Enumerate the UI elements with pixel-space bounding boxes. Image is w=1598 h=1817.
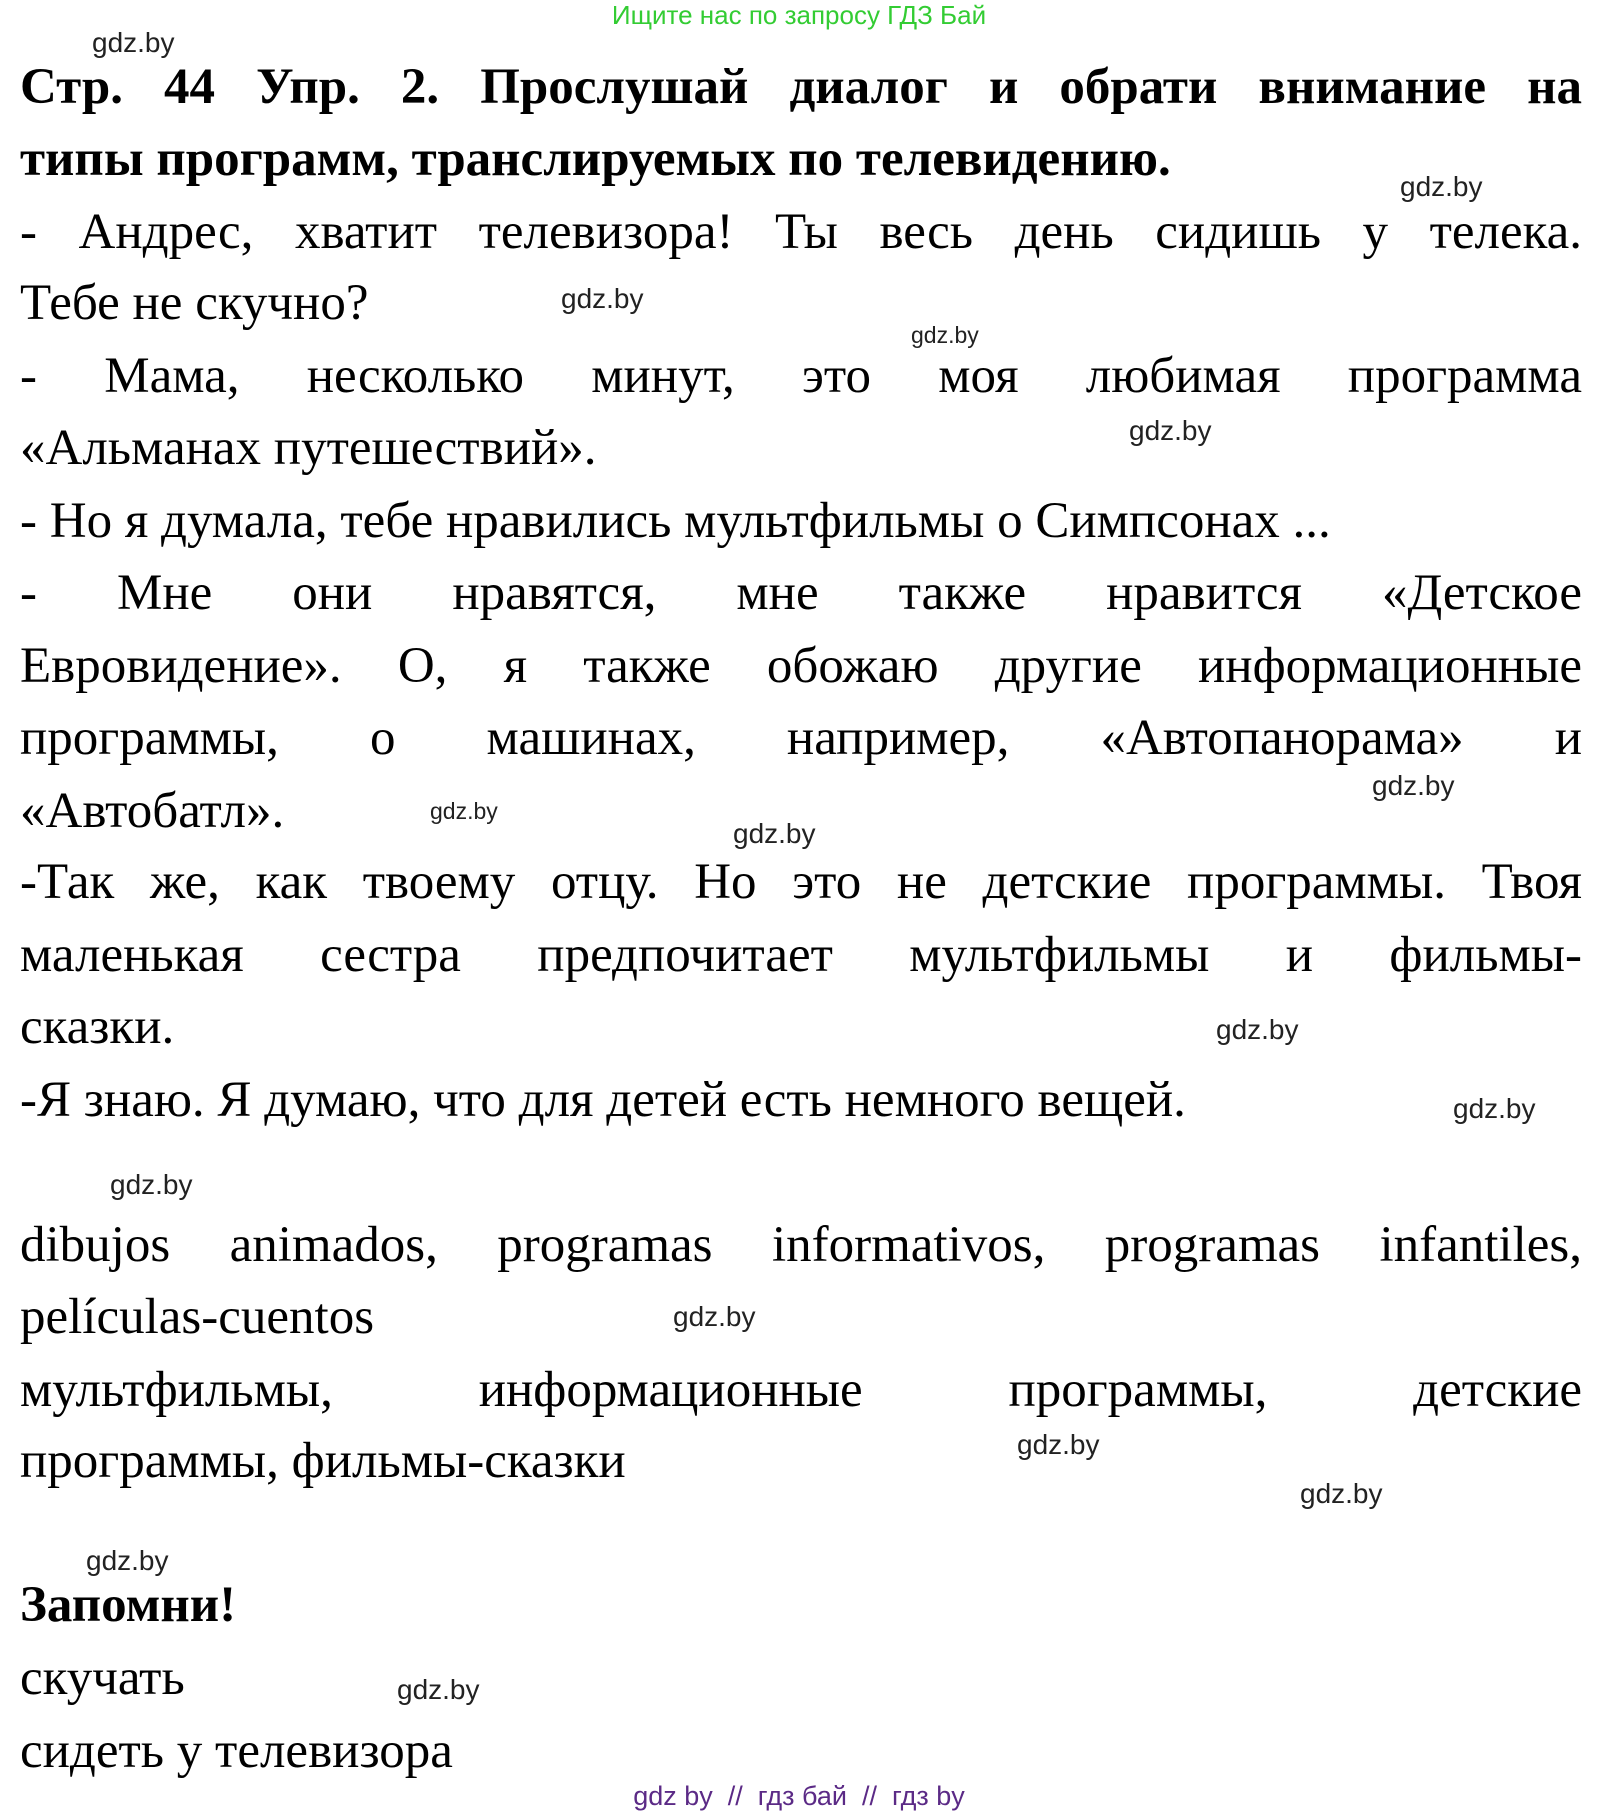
watermark: gdz.by [911,322,979,348]
exercise-title-line-2: типы программ, транслируемых по телевидению. [20,131,1171,187]
footer-links: gdz by // гдз бай // гдз by [633,1781,965,1811]
watermark: gdz.by [86,1545,169,1576]
watermark: gdz.by [561,283,644,314]
dialog-line: - Мама, несколько минут, это моя любимая программа [20,348,1582,404]
dialog-line: Евровидение». О, я также обожаю другие информационные [20,638,1582,694]
dialog-line: -Так же, как твоему отцу. Но это не детские программы. Твоя [20,854,1582,910]
dialog-line: «Автобатл». [20,783,285,839]
watermark: gdz.by [1216,1014,1299,1045]
watermark: gdz.by [430,798,498,824]
search-banner: Ищите нас по запросу ГДЗ Бай [611,0,987,30]
watermark: gdz.by [1129,415,1212,446]
dialog-line: - Мне они нравятся, мне также нравится «Детское [20,565,1582,621]
watermark: gdz.by [1017,1429,1100,1460]
answer-line: dibujos animados, programas informativos, programas infantiles, [20,1217,1582,1273]
dialog-line: маленькая сестра предпочитает мультфильмы и фильмы- [20,927,1582,983]
answer-line: программы, фильмы-сказки [20,1433,626,1489]
dialog-line: Тебе не скучно? [20,275,369,331]
watermark: gdz.by [110,1169,193,1200]
watermark: gdz.by [92,27,175,58]
dialog-line: - Андрес, хватит телевизора! Ты весь день сидишь у телека. [20,204,1582,260]
remember-item: скучать [20,1650,185,1706]
remember-item: сидеть у телевизора [20,1723,453,1779]
exercise-title-line-1: Стр. 44 Упр. 2. Прослушай диалог и обрати внимание на [20,59,1582,115]
watermark: gdz.by [1300,1478,1383,1509]
answer-line: мультфильмы, информационные программы, детские [20,1362,1582,1418]
remember-heading: Запомни! [20,1577,237,1633]
dialog-line: программы, о машинах, например, «Автопанорама» и [20,710,1582,766]
dialog-line: -Я знаю. Я думаю, что для детей есть немного вещей. [20,1072,1186,1128]
watermark: gdz.by [397,1674,480,1705]
watermark: gdz.by [733,818,816,849]
dialog-line: сказки. [20,999,175,1055]
watermark: gdz.by [1453,1093,1536,1124]
watermark: gdz.by [1400,171,1483,202]
watermark: gdz.by [1372,770,1455,801]
dialog-line: «Альманах путешествий». [20,420,597,476]
answer-line: películas-cuentos [20,1289,375,1345]
watermark: gdz.by [673,1301,756,1332]
dialog-line: - Но я думала, тебе нравились мультфильмы о Симпсонах ... [20,493,1331,549]
